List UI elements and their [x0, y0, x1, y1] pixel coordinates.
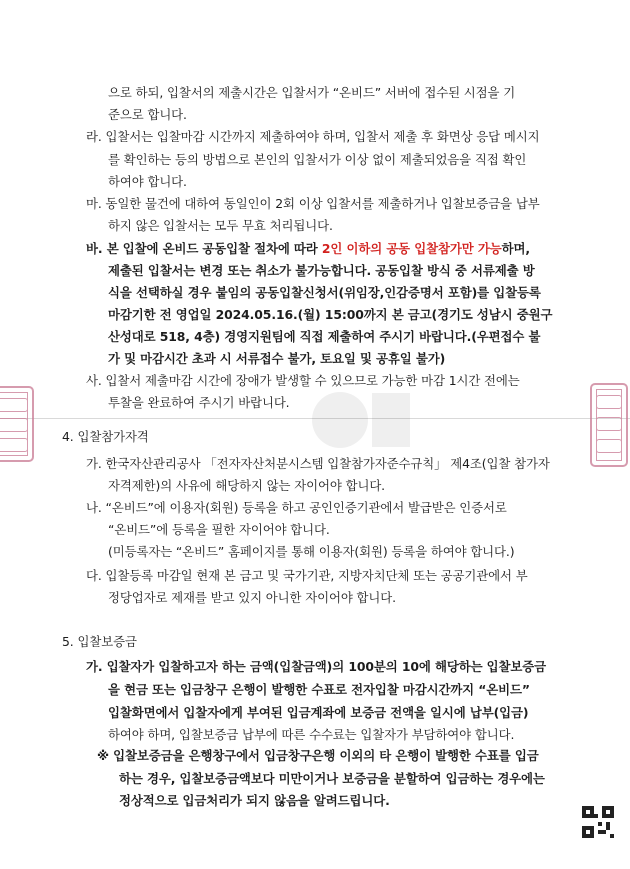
watermark-icon [300, 375, 420, 465]
list-item-ga: 가. 한국자산관리공사 「전자자산처분시스템 입찰참가자준수규칙」 제4조(입찰 참가자 [86, 456, 550, 471]
text-line: 정당업자로 제재를 받고 있지 아니한 자이어야 합니다. [108, 590, 396, 605]
text-line: 을 현금 또는 입금창구 은행이 발행한 수표로 전자입찰 마감시간까지 “온비드” [108, 682, 530, 697]
text-line: 산성대로 518, 4층) 경영지원팀에 직접 제출하여 주시기 바랍니다.(우편접수 불 [108, 329, 541, 344]
text-line: 으로 하되, 입찰서의 제출시간은 입찰서가 “온비드” 서버에 접수된 시점을 기 [108, 85, 516, 100]
list-item-sa: 사. 입찰서 제출마감 시간에 장애가 발생할 수 있으므로 가능한 마감 1시간 전에는 [86, 373, 520, 388]
text-line: 하여야 하며, 입찰보증금 납부에 따른 수수료는 입찰자가 부담하여야 합니다. [108, 727, 515, 742]
seal-stamp-icon [0, 386, 34, 462]
text-line: 하지 않은 입찰서는 모두 무효 처리됩니다. [108, 218, 333, 233]
qr-code-icon [582, 806, 614, 838]
text-line: 투찰을 완료하여 주시기 바랍니다. [108, 395, 290, 410]
text-segment: 바. 본 입찰에 온비드 공동입찰 절차에 따라 [86, 241, 322, 256]
list-item-ba [86, 240, 530, 258]
list-item-ma: 마. 동일한 물건에 대하여 동일인이 2회 이상 입찰서를 제출하거나 입찰보증금을 납부 [86, 196, 540, 211]
list-item-na: 나. “온비드”에 이용자(회원) 등록을 하고 공인인증기관에서 발급받은 인증서로 [86, 500, 507, 515]
text-line: 하는 경우, 입찰보증금액보다 미만이거나 보증금을 분할하여 입금하는 경우에는 [119, 771, 545, 786]
list-item-ga: 가. 입찰자가 입찰하고자 하는 금액(입찰금액)의 100분의 10에 해당하는 입찰보증금 [86, 659, 546, 674]
text-line: 준으로 합니다. [108, 107, 187, 122]
text-line: 하여야 합니다. [108, 174, 187, 189]
seal-stamp-icon [590, 383, 628, 467]
text-segment: 하며, [501, 241, 530, 256]
text-line: 자격제한)의 사유에 해당하지 않는 자이어야 합니다. [108, 478, 386, 493]
list-item-ra: 라. 입찰서는 입찰마감 시간까지 제출하여야 하며, 입찰서 제출 후 화면상 응답 메시지 [86, 129, 540, 144]
emphasis-text: 2인 이하의 공동 입찰참가만 가능 [321, 241, 502, 256]
text-line: 가 및 마감시간 초과 시 서류접수 불가, 토요일 및 공휴일 불가) [108, 351, 446, 366]
list-item-da: 다. 입찰등록 마감일 현재 본 금고 및 국가기관, 지방자치단체 또는 공공기관에서 부 [86, 568, 528, 583]
section-heading: 4. 입찰참가자격 [62, 429, 149, 444]
text-line: 제출된 입찰서는 변경 또는 취소가 불가능합니다. 공동입찰 방식 중 서류제출 방 [108, 263, 535, 278]
text-line: 마감기한 전 영업일 2024.05.16.(월) 15:00까지 본 금고(경기도 성남시 중원구 [108, 307, 553, 322]
text-line: 를 확인하는 등의 방법으로 본인의 입찰서가 이상 없이 제출되었음을 직접 확인 [108, 152, 527, 167]
text-line: (미등록자는 “온비드” 홈페이지를 통해 이용자(회원) 등록을 하여야 합니다.) [108, 544, 515, 559]
text-line: “온비드”에 등록을 필한 자이어야 합니다. [108, 522, 330, 537]
note-line: ※ 입찰보증금을 은행창구에서 입금창구은행 이외의 타 은행이 발행한 수표를 입금 [97, 748, 539, 763]
section-heading: 5. 입찰보증금 [62, 634, 137, 649]
text-line: 입찰화면에서 입찰자에게 부여된 입금계좌에 보증금 전액을 일시에 납부(입금) [108, 705, 529, 720]
text-line: 식을 선택하실 경우 붙임의 공동입찰신청서(위임장,인감증명서 포함)를 입찰등록 [108, 285, 541, 300]
text-line: 정상적으로 입금처리가 되지 않음을 알려드립니다. [119, 793, 390, 808]
